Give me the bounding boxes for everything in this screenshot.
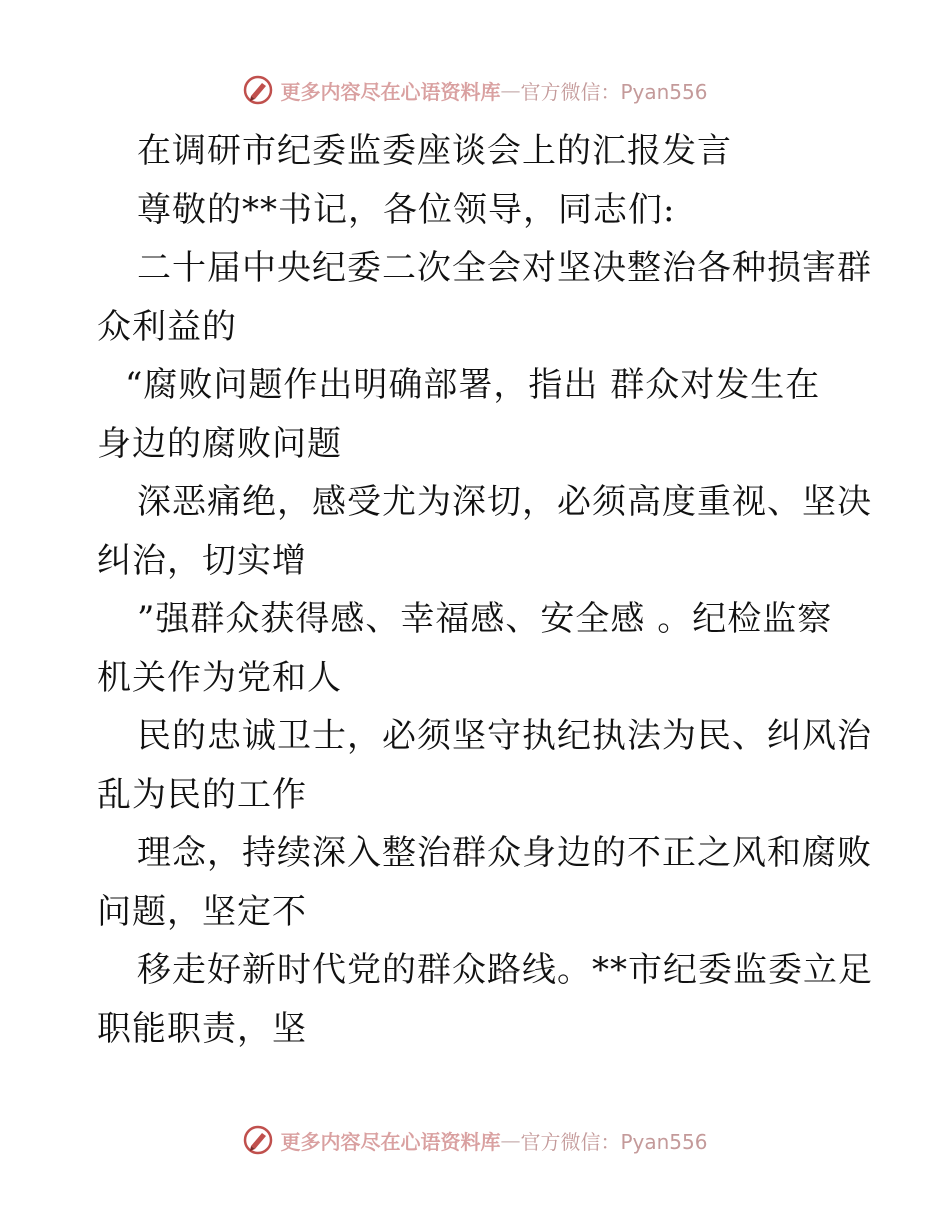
paragraph-line: 移走好新时代党的群众路线。**市纪委监委立足 (137, 950, 873, 990)
watermark-wechat: 官方微信：Pyan556 (520, 1129, 708, 1154)
salutation: 尊敬的**书记，各位领导，同志们: (137, 189, 676, 230)
document-body (97, 122, 873, 1058)
pen-circle-logo-icon (242, 1124, 274, 1156)
paragraph-line: 众利益的 (97, 306, 237, 347)
paragraph-line: ”强群众获得感、幸福感、安全感 。纪检监察 (137, 599, 833, 639)
header-watermark (0, 70, 950, 110)
paragraph-line: 二十届中央纪委二次全会对坚决整治各种损害群 (137, 248, 872, 288)
paragraph-line: 身边的腐败问题 (97, 423, 342, 464)
pen-circle-logo-icon (242, 74, 274, 106)
footer-watermark (0, 1120, 950, 1160)
paragraph-line: 民的忠诚卫士，必须坚守执纪执法为民、纠风治 (137, 716, 872, 756)
paragraph-line: 纠治，切实增 (97, 540, 307, 581)
paragraph-line: 深恶痛绝，感受尤为深切，必须高度重视、坚决 (137, 482, 872, 522)
paragraph-line: 职能职责，坚 (97, 1008, 307, 1049)
watermark-text: 更多内容尽在心语资料库 (280, 1129, 501, 1154)
paragraph-line: 机关作为党和人 (97, 657, 342, 698)
document-title: 在调研市纪委监委座谈会上的汇报发言 (137, 131, 732, 171)
watermark-text: 更多内容尽在心语资料库 (280, 79, 501, 104)
paragraph-line: 问题，坚定不 (97, 891, 307, 932)
paragraph-line: 理念，持续深入整治群众身边的不正之风和腐败 (137, 833, 872, 873)
paragraph-line: “腐败问题作出明确部署，指出 群众对发生在 (125, 365, 821, 405)
paragraph-line: 乱为民的工作 (97, 774, 307, 815)
watermark-separator: — (500, 78, 521, 102)
watermark-separator: — (500, 1128, 521, 1152)
watermark-wechat: 官方微信：Pyan556 (520, 79, 708, 104)
